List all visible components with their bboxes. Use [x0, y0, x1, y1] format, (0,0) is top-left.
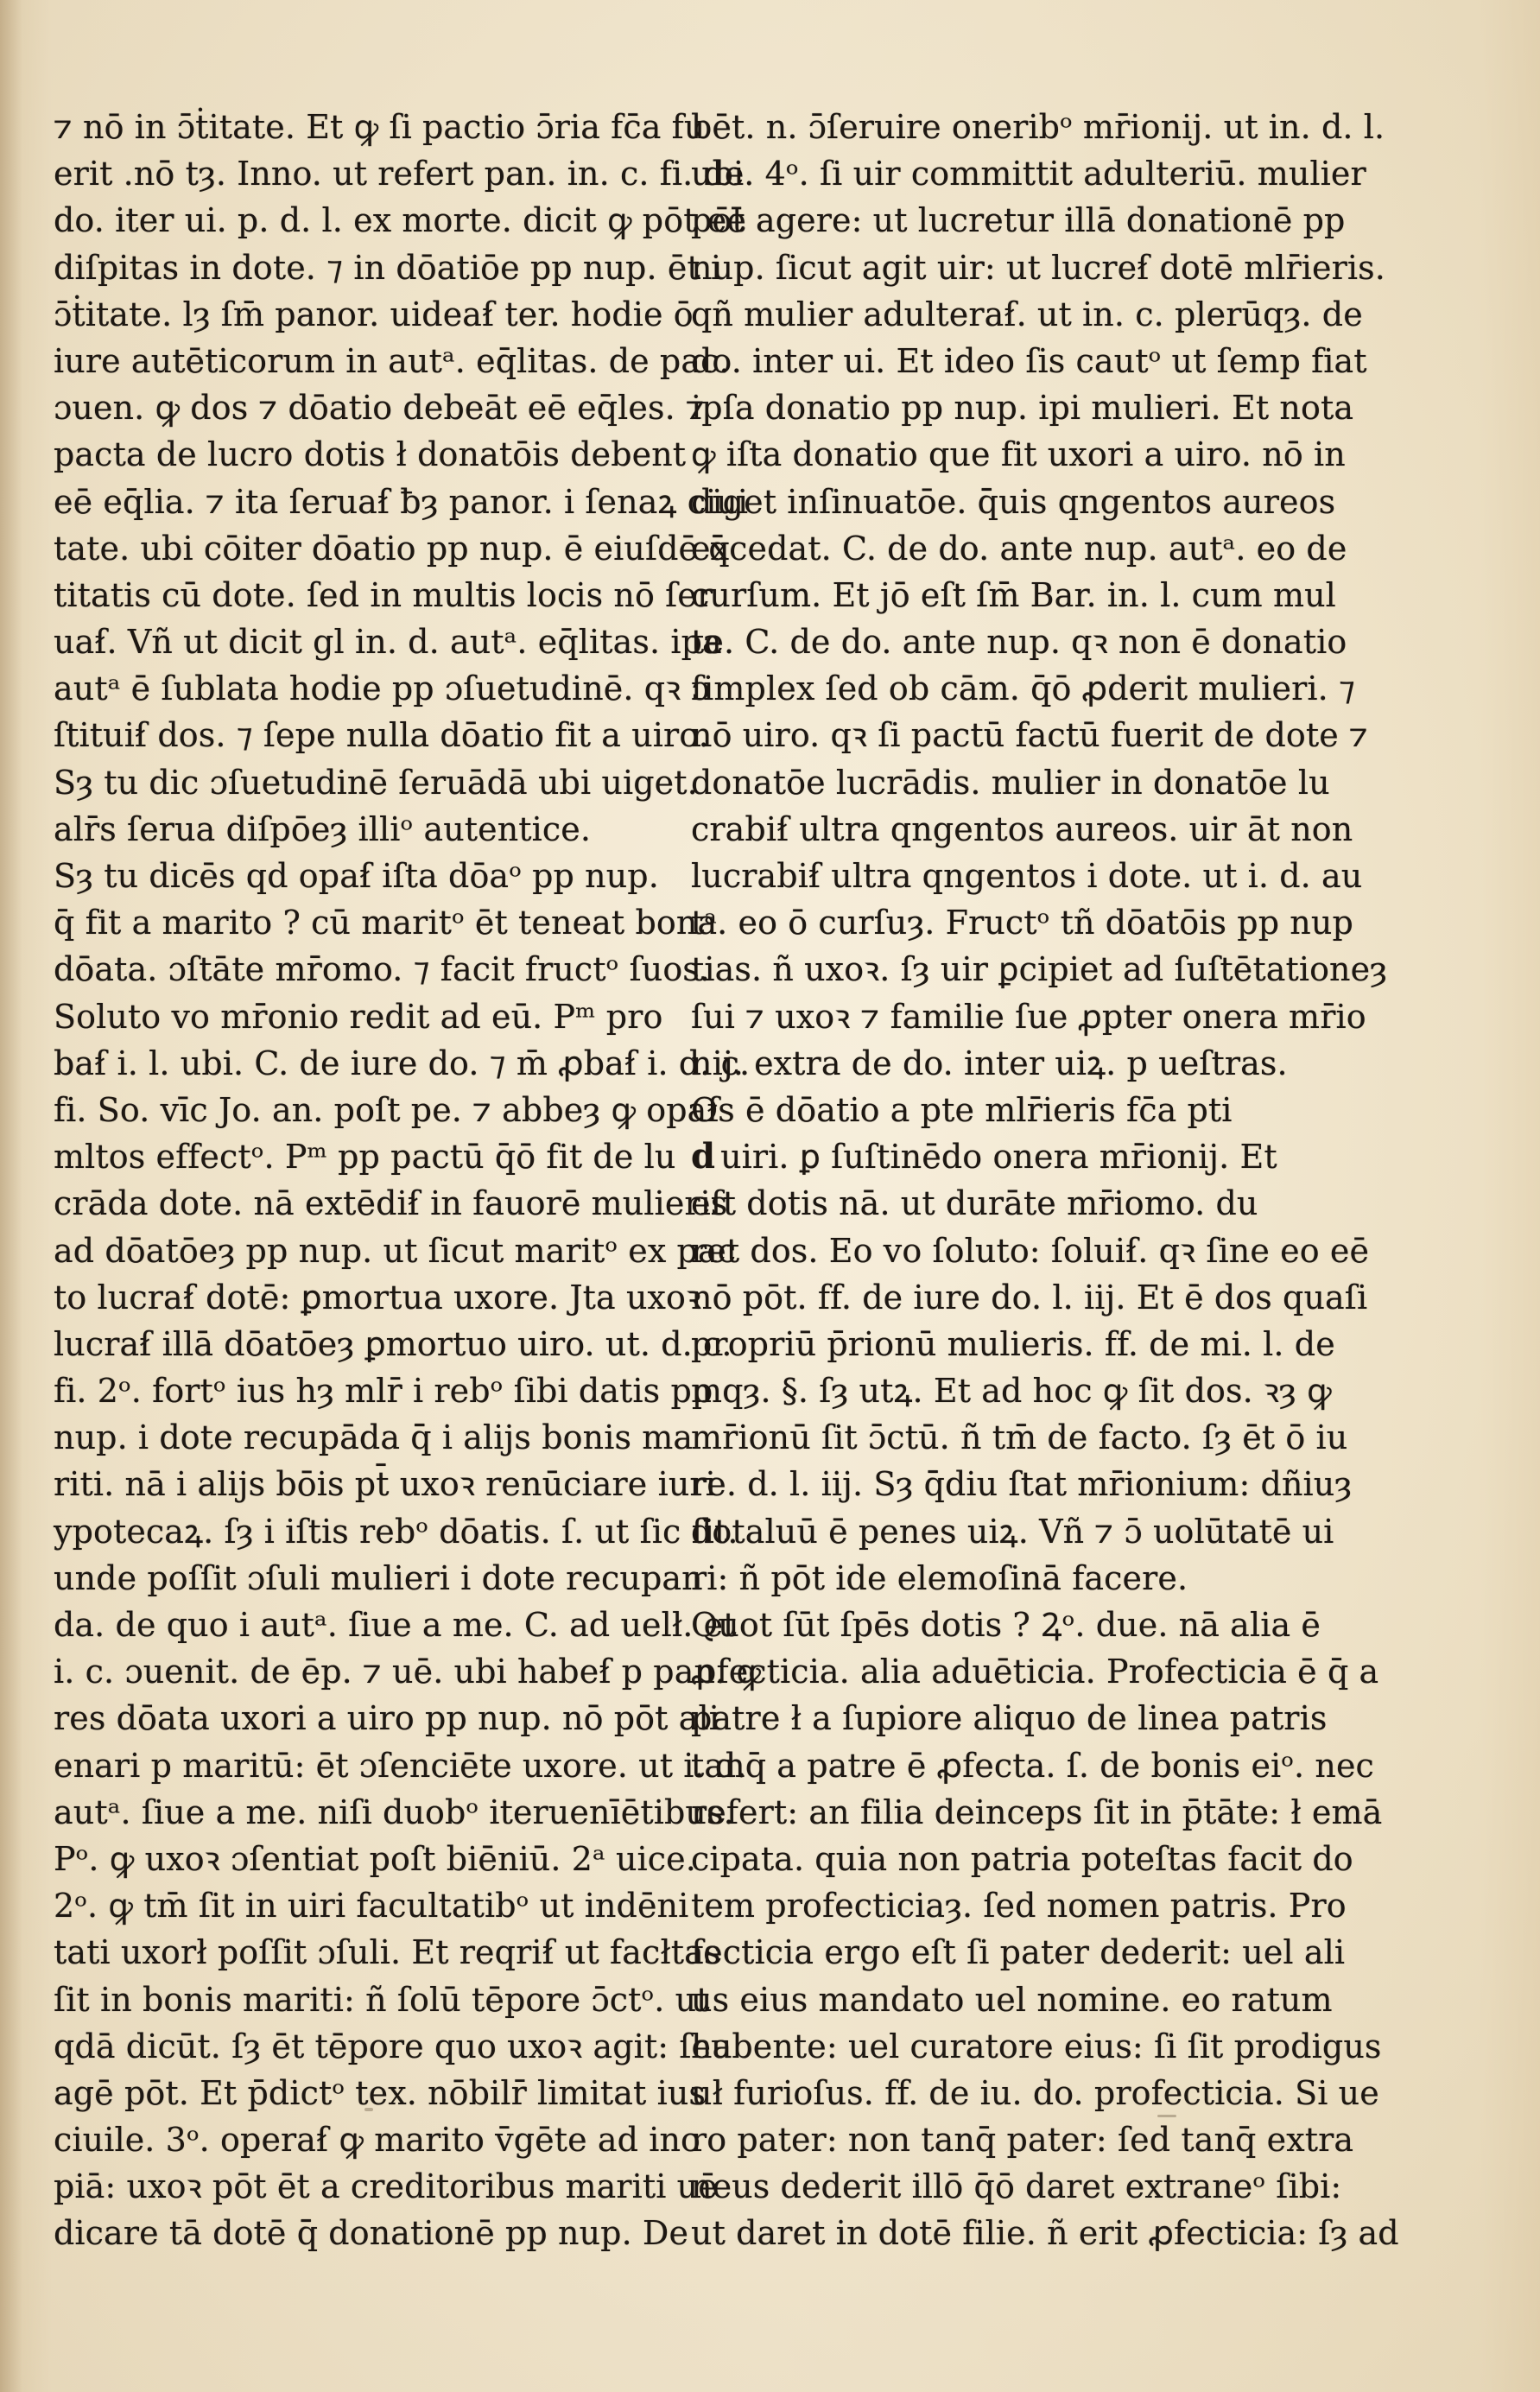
text-line: diget inſinuatōe. q̄̄uis qngentos aureos [691, 482, 1336, 521]
text-line: habente: uel curatore eius: ſi ſit prodigus [691, 2027, 1382, 2065]
text-line: ſimplex ſed ob cām. q̄ō ꝓderit mulieri. ⁊ [691, 669, 1355, 708]
text-line: Soluto vo mr̄onio redit ad eū. Pᵐ pro [54, 997, 663, 1036]
text-line: titatis cū dote. ſed in multis locis nō ſer [54, 575, 713, 614]
text-line: enari p maritū: ēt ɔſenciēte uxore. ut i. d. [54, 1746, 747, 1785]
text-line: dotaluū ē penes uiꝝ. Vñ ⁊ ɔ̄ uolūtatē ui [691, 1512, 1334, 1551]
text-line: nij. extra de do. inter uiꝝ. p ueſtras. [691, 1044, 1288, 1082]
text-line: ſtituiẜ dos. ⁊ ſepe nulla dōatio fit a uiro. [54, 716, 709, 755]
text-line: ſit in bonis mariti: ñ ſolū tēpore ɔ̄ctᵒ. ut [54, 1980, 710, 2019]
text-line: mr̄ionū ſit ɔ̄ctū. ñ tm̄ de facto. ſȝ ēt ō iu [691, 1418, 1348, 1457]
text-line: ꝙ iſta donatio que fit uxori a uiro. nō in [691, 435, 1346, 474]
text-line: dōata. ɔſtāte mr̄omo. ⁊ facit fructᵒ ſuos. [54, 950, 711, 989]
text-line: ipſa donatio pp nup. ipi mulieri. Et nota [691, 389, 1354, 428]
text-line: fi. So. vīc Jo. an. poſt pe. ⁊ abbeȝ ꝙ opaẜ [54, 1090, 719, 1129]
text-line: autᵃ. ſiue a me. niſi duobᵒ iteruenīētibus. [54, 1792, 734, 1831]
text-line: crāda dote. nā extēdiẜ in fauorē mulieris [54, 1184, 728, 1223]
text-line: ubi. 4ᵒ. ſi uir committit adulteriū. mulier [691, 155, 1366, 194]
text-line: dicare tā dotē q̄̄ donationē pp nup. De [54, 2214, 689, 2253]
text-line: refert: an filia deinceps ſit in p̄tāte: ł emā [691, 1792, 1383, 1831]
ink-speck [1157, 2115, 1176, 2117]
text-line: ɔ̄ṫitate. lȝ ſm̄ panor. uideaẜ ter. hodie ō [54, 295, 694, 333]
text-line: te. C. de do. ante nup. qꝛ non ē donatio [691, 623, 1347, 662]
text-line: re. d. l. iij. Sȝ q̄̄diu ſtat mr̄ionium: dñiuȝ [691, 1465, 1353, 1504]
text-line: nō uiro. qꝛ ſi pactū factū fuerit de dote ⁊ [691, 716, 1368, 755]
text-line: ad dōatōeȝ pp nup. ut ſicut maritᵒ ex pac [54, 1231, 737, 1270]
text-line: ꝓfecticia. alia aduēticia. Profecticia ē q̄ a [691, 1653, 1379, 1691]
text-line: curſum. Et jō eſt ſm̄ Bar. in. l. cum mul [691, 575, 1336, 614]
text-line: riti. nā i alijs bōis pt̄ uxoꝛ renūciare iuri [54, 1465, 716, 1504]
text-line: lucrabiẜ ultra qngentos i dote. ut i. d. au [691, 857, 1363, 895]
text-line: agē pōt. Et p̄dictᵒ tex. nōbilr̄ limitat ius [54, 2073, 707, 2112]
text-line: ro pater: non tanq̄ pater: ſed tanq̄ extra [691, 2121, 1354, 2160]
text-line: ret dos. Eo vo ſoluto: ſoluiẜ. qꝛ ſine eo eē [691, 1231, 1370, 1270]
text-line: patre ł a ſupiore aliquo de linea patris [691, 1699, 1328, 1738]
text-line: Sȝ tu dic ɔſuetudinē ſeruādā ubi uiget. [54, 763, 698, 802]
text-line: nup. i dote recupāda q̄̄ i alijs bonis ma [54, 1418, 694, 1457]
text-line: fecticia ergo eſt ſi pater dederit: uel ali [691, 1933, 1346, 1972]
text-line: Sȝ tu dicēs qd opaẜ iſta dōaᵒ pp nup. [54, 857, 659, 895]
text-line: diſpitas in dote. ⁊ in dōatiōe pp nup. ēt i [54, 248, 722, 287]
text-line: eē eq̄lia. ⁊ ita ſeruaẜ ƀȝ panor. i ſenaꝝ ciui [54, 482, 749, 521]
ink-speck [364, 2108, 373, 2111]
text-line: bēt. n. ɔ̄ſeruire oneribᵒ mr̄ionij. ut in. d. l. [691, 108, 1385, 146]
text-line: iure autēticorum in autᵃ. eq̄litas. de pac. [54, 341, 730, 380]
text-line: qdā dicūt. ſȝ ēt tēpore quo uxoꝛ agit: ſeu [54, 2027, 732, 2065]
text-line: Quot ſūt ſpēs dotis ? Ꝝᵒ. due. nā alia ē [691, 1606, 1321, 1644]
text-line: unde poſſit ɔſuli mulieri i dote recupan [54, 1558, 703, 1597]
text-line: eſt dotis nā. ut durāte mr̄iomo. du [691, 1184, 1258, 1223]
text-line: ſui ⁊ uxoꝛ ⁊ familie ſue ꝓpter onera mr̄io [691, 997, 1366, 1036]
text-line: tati uxorł poſſit ɔſuli. Et reqriẜ ut facłtas [54, 1933, 721, 1972]
text-line: cipata. quia non patria poteſtas facit do [691, 1839, 1353, 1878]
text-line: alr̄s ſerua diſpōeȝ illiᵒ autentice. [54, 809, 592, 848]
text-line: ɔuen. ꝙ dos ⁊ dōatio debeāt eē eq̄les. ⁊ [54, 389, 705, 428]
text-line: us eius mandato uel nomine. eo ratum [691, 1980, 1333, 2019]
text-line: baẜ i. l. ubi. C. de iure do. ⁊ m̄ ꝓbaẜ i. d. c. [54, 1044, 751, 1082]
text-line: nō pōt. ff. de iure do. l. iij. Et ē dos quaſi [691, 1278, 1368, 1317]
text-line: pōt agere: ut lucretur illā donationē pp [691, 201, 1346, 240]
text-line: qñ mulier adulteraẜ. ut in. c. plerūqȝ. de [691, 295, 1363, 333]
text-line: crabiẜ ultra qngentos aureos. uir āt non [691, 809, 1353, 848]
text-line: tem profecticiaȝ. ſed nomen patris. Pro [691, 1887, 1347, 1926]
text-line: ri: ñ pōt ide elemoſinā facere. [691, 1558, 1188, 1597]
text-line: pacta de lucro dotis ł donatōis debent [54, 435, 687, 474]
text-line: to lucraẜ dotē: ꝑmortua uxore. Jta uxoꝛ [54, 1278, 702, 1317]
text-line: Pᵒ. ꝙ uxoꝛ ɔſentiat poſt biēniū. 2ᵃ uice. [54, 1839, 696, 1878]
left-text-column [54, 104, 762, 2257]
text-line: mqȝ. §. ſȝ utꝝ. Et ad hoc ꝙ ſit dos. ꝛȝ ꝙ [691, 1372, 1332, 1411]
text-line: excedat. C. de do. ante nup. autᵃ. eo de [691, 529, 1347, 568]
text-line: ⁊ nō in ɔ̄ṫitate. Et ꝙ ſi pactio ɔ̄ria fc̄a fu [54, 108, 706, 146]
text-line: ciuile. 3ᵒ. operaẜ ꝙ marito v̄gēte ad ino [54, 2121, 701, 2160]
text-line: tate. ubi cōiter dōatio pp nup. ē eiuſdē q̄̄ [54, 529, 730, 568]
text-line: do. iter ui. p. d. l. ex morte. dicit ꝙ pōt eē [54, 201, 746, 240]
text-line: tᵃ. eo ō curſuȝ. Fructᵒ tñ dōatōis pp nup [691, 904, 1353, 942]
text-line: da. de quo i autᵃ. ſiue a me. C. ad uelł. et [54, 1606, 737, 1644]
text-line: tias. ñ uxoꝛ. ſȝ uir ꝑcipiet ad ſuſtētationeȝ [691, 950, 1388, 989]
text-line [691, 1133, 1287, 1180]
right-text-column [691, 104, 1399, 2257]
text-line: 2ᵒ. ꝙ tm̄ ſit in uiri facultatibᵒ ut indēni [54, 1887, 689, 1926]
text-line: tanq̄ a patre ē ꝓfecta. ſ. de bonis eiᵒ. nec [691, 1746, 1374, 1785]
text-line: autᵃ ē ſublata hodie pp ɔſuetudinē. qꝛ ɔ [54, 669, 710, 708]
text-line: ut daret in dotē filie. ñ erit ꝓfecticia: ſȝ ad [691, 2214, 1399, 2253]
text-line: mltos effectᵒ. Pᵐ pp pactū q̄ō fit de lu [54, 1138, 676, 1177]
text-line: uł furioſus. ff. de iu. do. profecticia. Si ue [691, 2073, 1379, 2112]
text-line: propriū p̄rionū mulieris. ff. de mi. l. de [691, 1324, 1335, 1363]
text-line: fi. 2ᵒ. fortᵒ ius hȝ mlr̄ i rebᵒ ſibi datis pp [54, 1372, 713, 1411]
text-line-content: uiri. ꝑ ſuſtinēdo onera mr̄ionij. Et [720, 1138, 1277, 1177]
text-line: do. inter ui. Et ideo ſis cautᵒ ut ſemp fiat [691, 341, 1367, 380]
text-line: neus dederit illō q̄ō daret extraneᵒ ſibi: [691, 2167, 1342, 2206]
text-line: Os ē dōatio a pte mlr̄ieris fc̄a pti [691, 1090, 1233, 1129]
text-line: donatōe lucrādis. mulier in donatōe lu [691, 763, 1330, 802]
text-line: ypotecaꝝ. ſȝ i iſtis rebᵒ dōatis. ſ. ut ſic ſit. [54, 1512, 738, 1551]
text-line: lucraẜ illā dōatōeȝ ꝑmortuo uiro. ut. d. c. [54, 1324, 732, 1363]
text-line: res dōata uxori a uiro pp nup. nō pōt ali [54, 1699, 719, 1738]
text-line: q̄ fit a marito ? cū maritᵒ ēt teneat bona [54, 904, 718, 942]
text-line: erit .nō tȝ. Inno. ut refert pan. in. c. fi. de [54, 155, 745, 194]
text-line: uaẜ. Vñ ut dicit gl in. d. autᵃ. eq̄litas. ipa [54, 623, 722, 662]
initial-letter: d [691, 1136, 716, 1177]
text-line: nup. ſicut agit uir: ut lucreẜ dotē mlr̄ieris. [691, 248, 1385, 287]
text-line: piā: uxoꝛ pōt ēt a creditoribus mariti uē [54, 2167, 718, 2206]
text-line: i. c. ɔuenit. de ēp. ⁊ uē. ubi habeẜ p pan. ꝙ [54, 1653, 762, 1691]
